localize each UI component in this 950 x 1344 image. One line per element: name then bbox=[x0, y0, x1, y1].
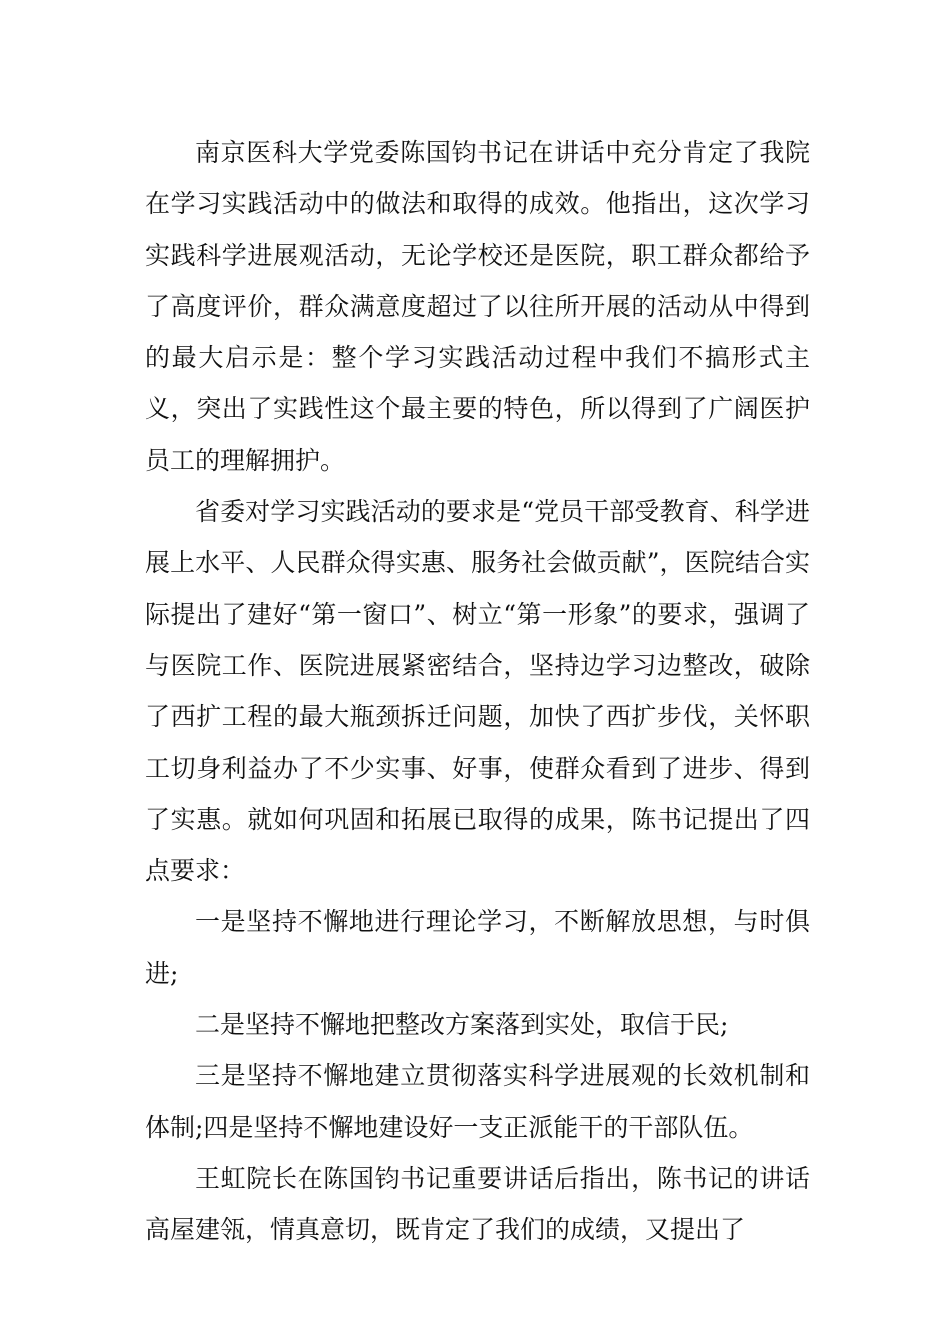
paragraph-2: 省委对学习实践活动的要求是“党员干部受教育、科学进展上水平、人民群众得实惠、服务社会做贡献”，医院结合实际提出了建好“第一窗口”、树立“第一形象”的要求，强调了与医院工作、医院进展紧密结合，坚持边学习边整改，破除了西扩工程的最大瓶颈拆迁问题，加快了西扩步伐，关怀职工切身利益办了不少实事、好事，使群众看到了进步、得到了实惠。就如何巩固和拓展已取得的成果，陈书记提出了四点要求： bbox=[145, 497, 810, 886]
paragraph-5: 三是坚持不懈地建立贯彻落实科学进展观的长效机制和体制;四是坚持不懈地建设好一支正派能干的干部队伍。 bbox=[145, 1061, 810, 1142]
paragraph-6: 王虹院长在陈国钧书记重要讲话后指出，陈书记的讲话高屋建瓴，情真意切，既肯定了我们的成绩，又提出了 bbox=[145, 1163, 810, 1245]
paragraph-4: 二是坚持不懈地把整改方案落到实处，取信于民; bbox=[195, 1010, 729, 1040]
paragraph-3: 一是坚持不懈地进行理论学习，不断解放思想，与时俱进; bbox=[145, 907, 810, 988]
document-body bbox=[145, 127, 810, 1256]
paragraph-1: 南京医科大学党委陈国钧书记在讲话中充分肯定了我院在学习实践活动中的做法和取得的成效。他指出，这次学习实践科学进展观活动，无论学校还是医院，职工群众都给予了高度评价，群众满意度超过了以往所开展的活动从中得到的最大启示是：整个学习实践活动过程中我们不搞形式主义，突出了实践性这个最主要的特色，所以得到了广阔医护员工的理解拥护。 bbox=[145, 138, 810, 475]
